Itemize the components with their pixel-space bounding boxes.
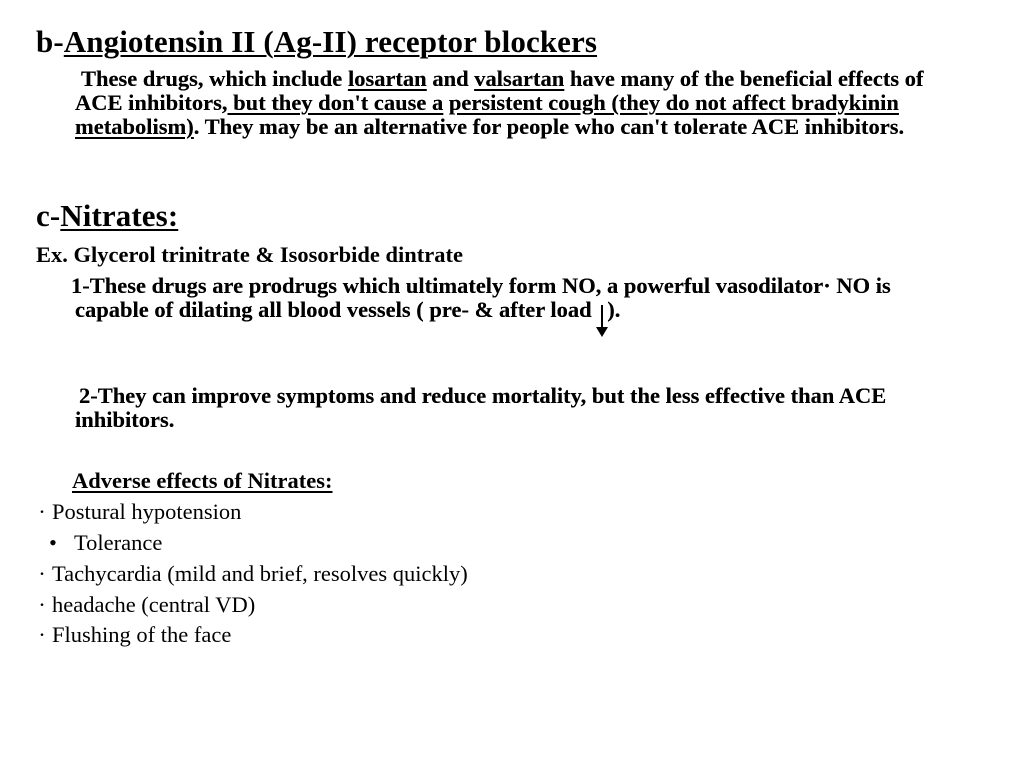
section-b-prefix: b- <box>36 24 64 59</box>
section-c-heading <box>36 198 178 234</box>
losartan-term: losartan <box>347 66 427 91</box>
section-b-paragraph <box>75 67 935 139</box>
adverse-item-text: Tachycardia (mild and brief, resolves quickly) <box>52 561 468 586</box>
section-b-heading <box>36 24 597 60</box>
bullet-marker: · <box>38 561 46 586</box>
bullet-marker: · <box>38 499 46 524</box>
adverse-item <box>32 622 231 648</box>
section-c-prefix: c- <box>36 198 61 233</box>
adverse-item <box>32 499 241 525</box>
section-b-text-3: . They may be an alternative for people who can't tolerate ACE inhibitors. <box>193 114 905 139</box>
nitrates-point-1 <box>71 273 935 322</box>
section-b-text-1: These drugs, which include <box>81 66 348 91</box>
adverse-item-text: Flushing of the face <box>52 622 232 647</box>
nitrates-point-1-text: 1-These drugs are prodrugs which ultimately form NO, a powerful vasodilator· NO is capable of dilating all blood vessels ( pre- & after load <box>71 273 891 322</box>
section-b-text-2: have many of the beneficial effects of ACE inhibitors, <box>75 66 924 115</box>
bullet-marker: · <box>38 592 46 617</box>
section-b-underlined-cough-1: but they don't cause a <box>227 90 444 115</box>
adverse-effects-heading <box>72 468 333 494</box>
section-b-text-and: and <box>426 66 475 91</box>
bullet-marker: · <box>38 622 46 647</box>
bullet-marker: • <box>49 530 57 555</box>
nitrates-point-1-end: ). <box>607 297 621 322</box>
adverse-item <box>32 592 255 618</box>
nitrates-point-2: 2-They can improve symptoms and reduce mortality, but the less effective than ACE inhibitors. <box>75 383 887 432</box>
section-c-title: Nitrates: <box>60 198 179 233</box>
section-b-underlined-cough-2: cough (they do not affect bradykinin metabolism) <box>75 90 899 139</box>
adverse-item-text: Tolerance <box>74 530 163 555</box>
nitrates-example: Ex. Glycerol trinitrate & Isosorbide dintrate <box>36 242 464 267</box>
adverse-item <box>32 561 468 587</box>
adverse-effects-title: Adverse effects of Nitrates: <box>72 468 333 493</box>
persistent-term: persistent <box>448 90 543 115</box>
adverse-item-text: Postural hypotension <box>52 499 242 524</box>
section-b-title: Angiotensin II (Ag-II) receptor blockers <box>63 24 598 59</box>
valsartan-term: valsartan <box>474 66 565 91</box>
adverse-item-text: headache (central VD) <box>52 592 256 617</box>
adverse-item <box>32 530 162 556</box>
